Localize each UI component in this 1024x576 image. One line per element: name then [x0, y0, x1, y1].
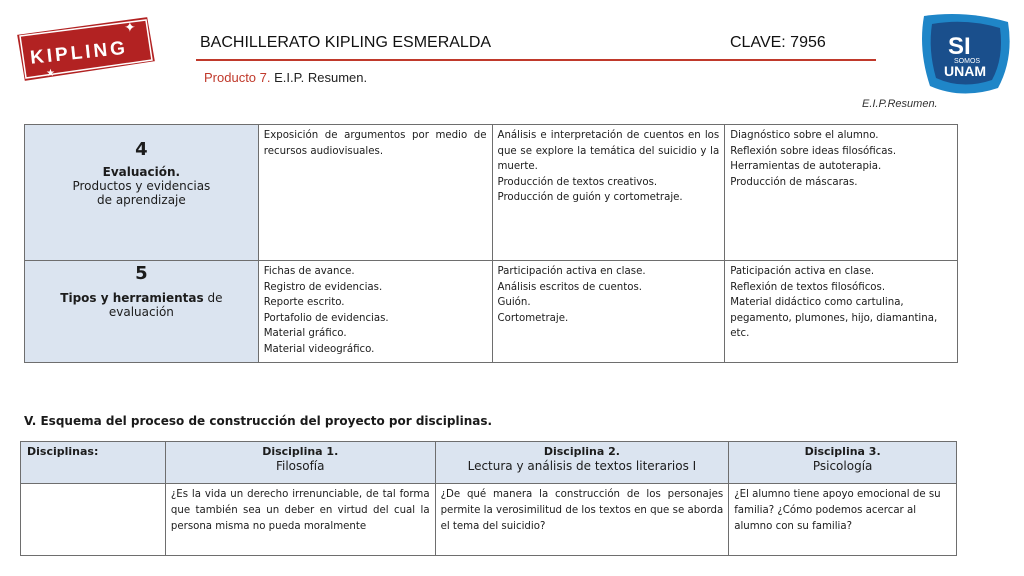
table-row	[25, 125, 958, 261]
table-header-row	[21, 442, 957, 484]
cell-line: Portafolio de evidencias.	[263, 312, 389, 324]
cell-line: Diagnóstico sobre el alumno.	[730, 130, 879, 141]
kipling-logo	[10, 12, 160, 84]
cell-line: Paticipación activa en clase.	[730, 266, 875, 277]
table-cell	[492, 125, 725, 261]
row-number: 5	[135, 263, 148, 284]
table-cell	[725, 125, 958, 261]
row-label-line: Productos y evidencias	[72, 179, 211, 193]
discipline-header	[729, 442, 957, 484]
header-divider	[196, 59, 876, 61]
row-label-line: de aprendizaje	[97, 193, 186, 207]
discipline-header	[435, 442, 729, 484]
discipline-header	[165, 442, 435, 484]
table-row	[25, 261, 958, 363]
cell-line: Reflexión sobre ideas filosóficas.	[730, 145, 897, 157]
svg-text:★: ★	[46, 68, 55, 79]
unam-logo-si: SI	[948, 33, 971, 60]
row-header-cell	[25, 261, 259, 363]
discipline-subtitle: Filosofía	[275, 459, 325, 473]
discipline-title: Disciplina 2.	[543, 445, 620, 458]
discipline-title: Disciplina 1.	[262, 445, 339, 458]
cell-line: Participación activa en clase.	[497, 266, 646, 277]
row-label-rest: de	[207, 291, 223, 305]
row-label-bold: Tipos y herramientas	[60, 291, 204, 305]
disciplines-table	[20, 441, 957, 556]
cell-line: Cortometraje.	[497, 312, 569, 324]
table-cell: Exposición de argumentos por medio de recursos audiovisuales.	[258, 125, 492, 261]
kipling-logo-text: KIPLING	[29, 37, 129, 69]
row-header-cell	[25, 125, 259, 261]
cell-line: Producción de textos creativos.	[497, 176, 658, 188]
cell-line: Producción de guión y cortometraje.	[497, 192, 683, 204]
cell-line: Reporte escrito.	[263, 297, 345, 309]
clave-code: CLAVE: 7956	[730, 34, 826, 51]
disciplines-label: Disciplinas:	[21, 442, 166, 484]
question-cell: ¿El alumno tiene apoyo emocional de su familia? ¿Cómo podemos acercar al alumno con su familia?	[729, 484, 957, 556]
table-cell	[258, 261, 492, 363]
unam-logo-unam: UNAM	[944, 63, 986, 79]
producto-rest: E.I.P. Resumen.	[274, 70, 368, 85]
cell-line: Fichas de avance.	[263, 266, 355, 277]
cell-line: Material gráfico.	[263, 328, 347, 340]
discipline-title: Disciplina 3.	[804, 445, 881, 458]
producto-title	[204, 70, 367, 85]
cell-line: Registro de evidencias.	[263, 281, 383, 293]
cell-line: Reflexión de textos filosóficos.	[730, 281, 886, 293]
row-number: 4	[135, 139, 148, 160]
cell-line: Guión.	[497, 297, 531, 309]
cell-line: Material didáctico como cartulina, pegamento, plumones, hijo, diamantina, etc.	[730, 297, 938, 340]
unam-logo-somos: SOMOS	[954, 58, 981, 65]
producto-prefix: Producto 7.	[204, 70, 271, 85]
cell-line: Análisis e interpretación de cuentos en los que se explore la temática del suicidio y la muerte.	[497, 130, 720, 173]
discipline-subtitle: Lectura y análisis de textos literarios I	[467, 459, 697, 473]
cell-line: Herramientas de autoterapia.	[730, 161, 882, 173]
cell-line: Material videográfico.	[263, 343, 375, 355]
section-title: V. Esquema del proceso de construcción del proyecto por disciplinas.	[24, 414, 493, 428]
unam-logo	[918, 10, 1014, 96]
discipline-subtitle: Psicología	[812, 459, 873, 473]
cell-line: Producción de máscaras.	[730, 176, 858, 188]
cell-line: Análisis escritos de cuentos.	[497, 281, 643, 293]
table-row	[21, 484, 957, 556]
evaluation-table	[24, 124, 958, 363]
school-name: BACHILLERATO KIPLING ESMERALDA	[200, 34, 492, 51]
question-cell: ¿Es la vida un derecho irrenunciable, de tal forma que también sea un deber en virtud del cual la persona misma no pueda moralmente	[165, 484, 435, 556]
table-cell	[725, 261, 958, 363]
question-cell: ¿De qué manera la construcción de los personajes permite la verosimilitud de los textos en que se aborda el tema del suicidio?	[435, 484, 729, 556]
table-cell	[492, 261, 725, 363]
empty-cell	[21, 484, 166, 556]
eip-tag: E.I.P.Resumen.	[862, 98, 938, 110]
row-label-bold: Evaluación.	[102, 165, 181, 179]
row-label-line: evaluación	[108, 305, 174, 319]
svg-text:✦: ✦	[124, 19, 136, 35]
